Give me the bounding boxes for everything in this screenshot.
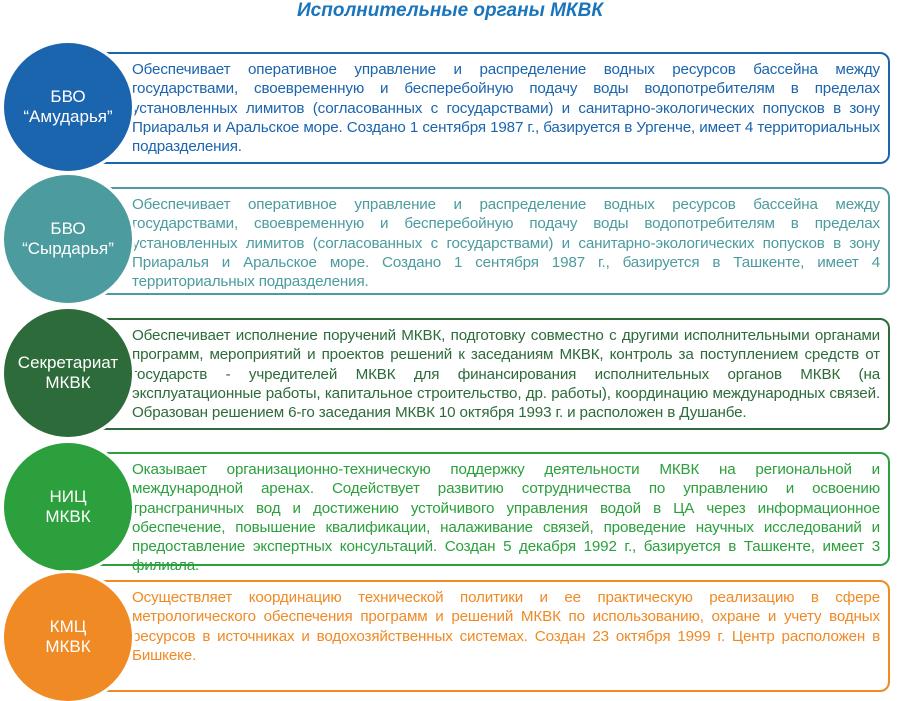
org-description-text: Обеспечивает оперативное управление и распределение водных ресурсов бассейна между государствами, своевременную и бесперебойную подачу воды водопотребителям в пределах установленных лимитов (согласованных с государствами) и санитарно-экологических попусков в зону Приаралья и Аральское море. Создано 1 сентября 1987 г., базируется в Ургенче, имеет 4 территориальных подразделения. — [132, 61, 880, 156]
org-description-box — [70, 187, 890, 295]
org-description-text: Осуществляет координацию технической политики и ее практическую реализацию в сфере метрологического обеспечения программ и решений МКВК по использованию, охране и учету водных ресурсов в источниках и водохозяйственных системах. Создан 23 октября 1999 г. Центр расположен в Бишкеке. — [132, 589, 880, 664]
org-circle-badge — [4, 443, 132, 571]
org-description-text: Оказывает организационно-техническую поддержку деятельности МКВК на региональной и международной аренах. Содействует развитию сотрудничества по управлению и освоению трансграничных вод и достижению устойчивого управления водой в ЦА через информационное обеспечение, повышение квалификации, налаживание связей, проведение научных исследований и предоставление экспертных консультаций. Создан 5 декабря 1992 г., базируется в Ташкенте, имеет 3 филиала. — [132, 461, 880, 575]
org-name-label: КМЦ МКВК — [45, 617, 91, 656]
org-name-label: БВО “Амударья” — [23, 87, 113, 126]
org-circle-badge — [4, 175, 132, 303]
org-description-box — [70, 580, 890, 692]
org-circle-badge — [4, 309, 132, 437]
org-description-box — [70, 452, 890, 575]
org-description-box — [70, 318, 890, 430]
org-name-label: Секретариат МКВК — [17, 353, 119, 392]
org-circle-badge — [4, 573, 132, 701]
org-description-text: Обеспечивает оперативное управление и распределение водных ресурсов бассейна между государствами, своевременную и бесперебойную подачу воды водопотребителям в пределах установленных лимитов (согласованных с государствами) и санитарно-экологических попусков в зону Приаралья и Аральское море. Создано 1 сентября 1987 г., базируется в Ташкенте, имеет 4 территориальных подразделения. — [132, 196, 880, 291]
org-name-label: БВО “Сырдарья” — [22, 219, 114, 258]
org-description-text: Обеспечивает исполнение поручений МКВК, подготовку совместно с другими исполнительными органами программ, мероприятий и проектов решений к заседаниям МКВК, контроль за поступлением средств от государств - учредителей МКВК для финансирования исполнительных органов МКВК (на эксплуатационные работы, капитальное строительство, др. работы), координацию международных связей. Образован решением 6-го заседания МКВК 10 октября 1993 г. и расположен в Душанбе. — [132, 327, 880, 422]
org-name-label: НИЦ МКВК — [45, 487, 91, 526]
page-title: Исполнительные органы МКВК — [297, 0, 603, 21]
